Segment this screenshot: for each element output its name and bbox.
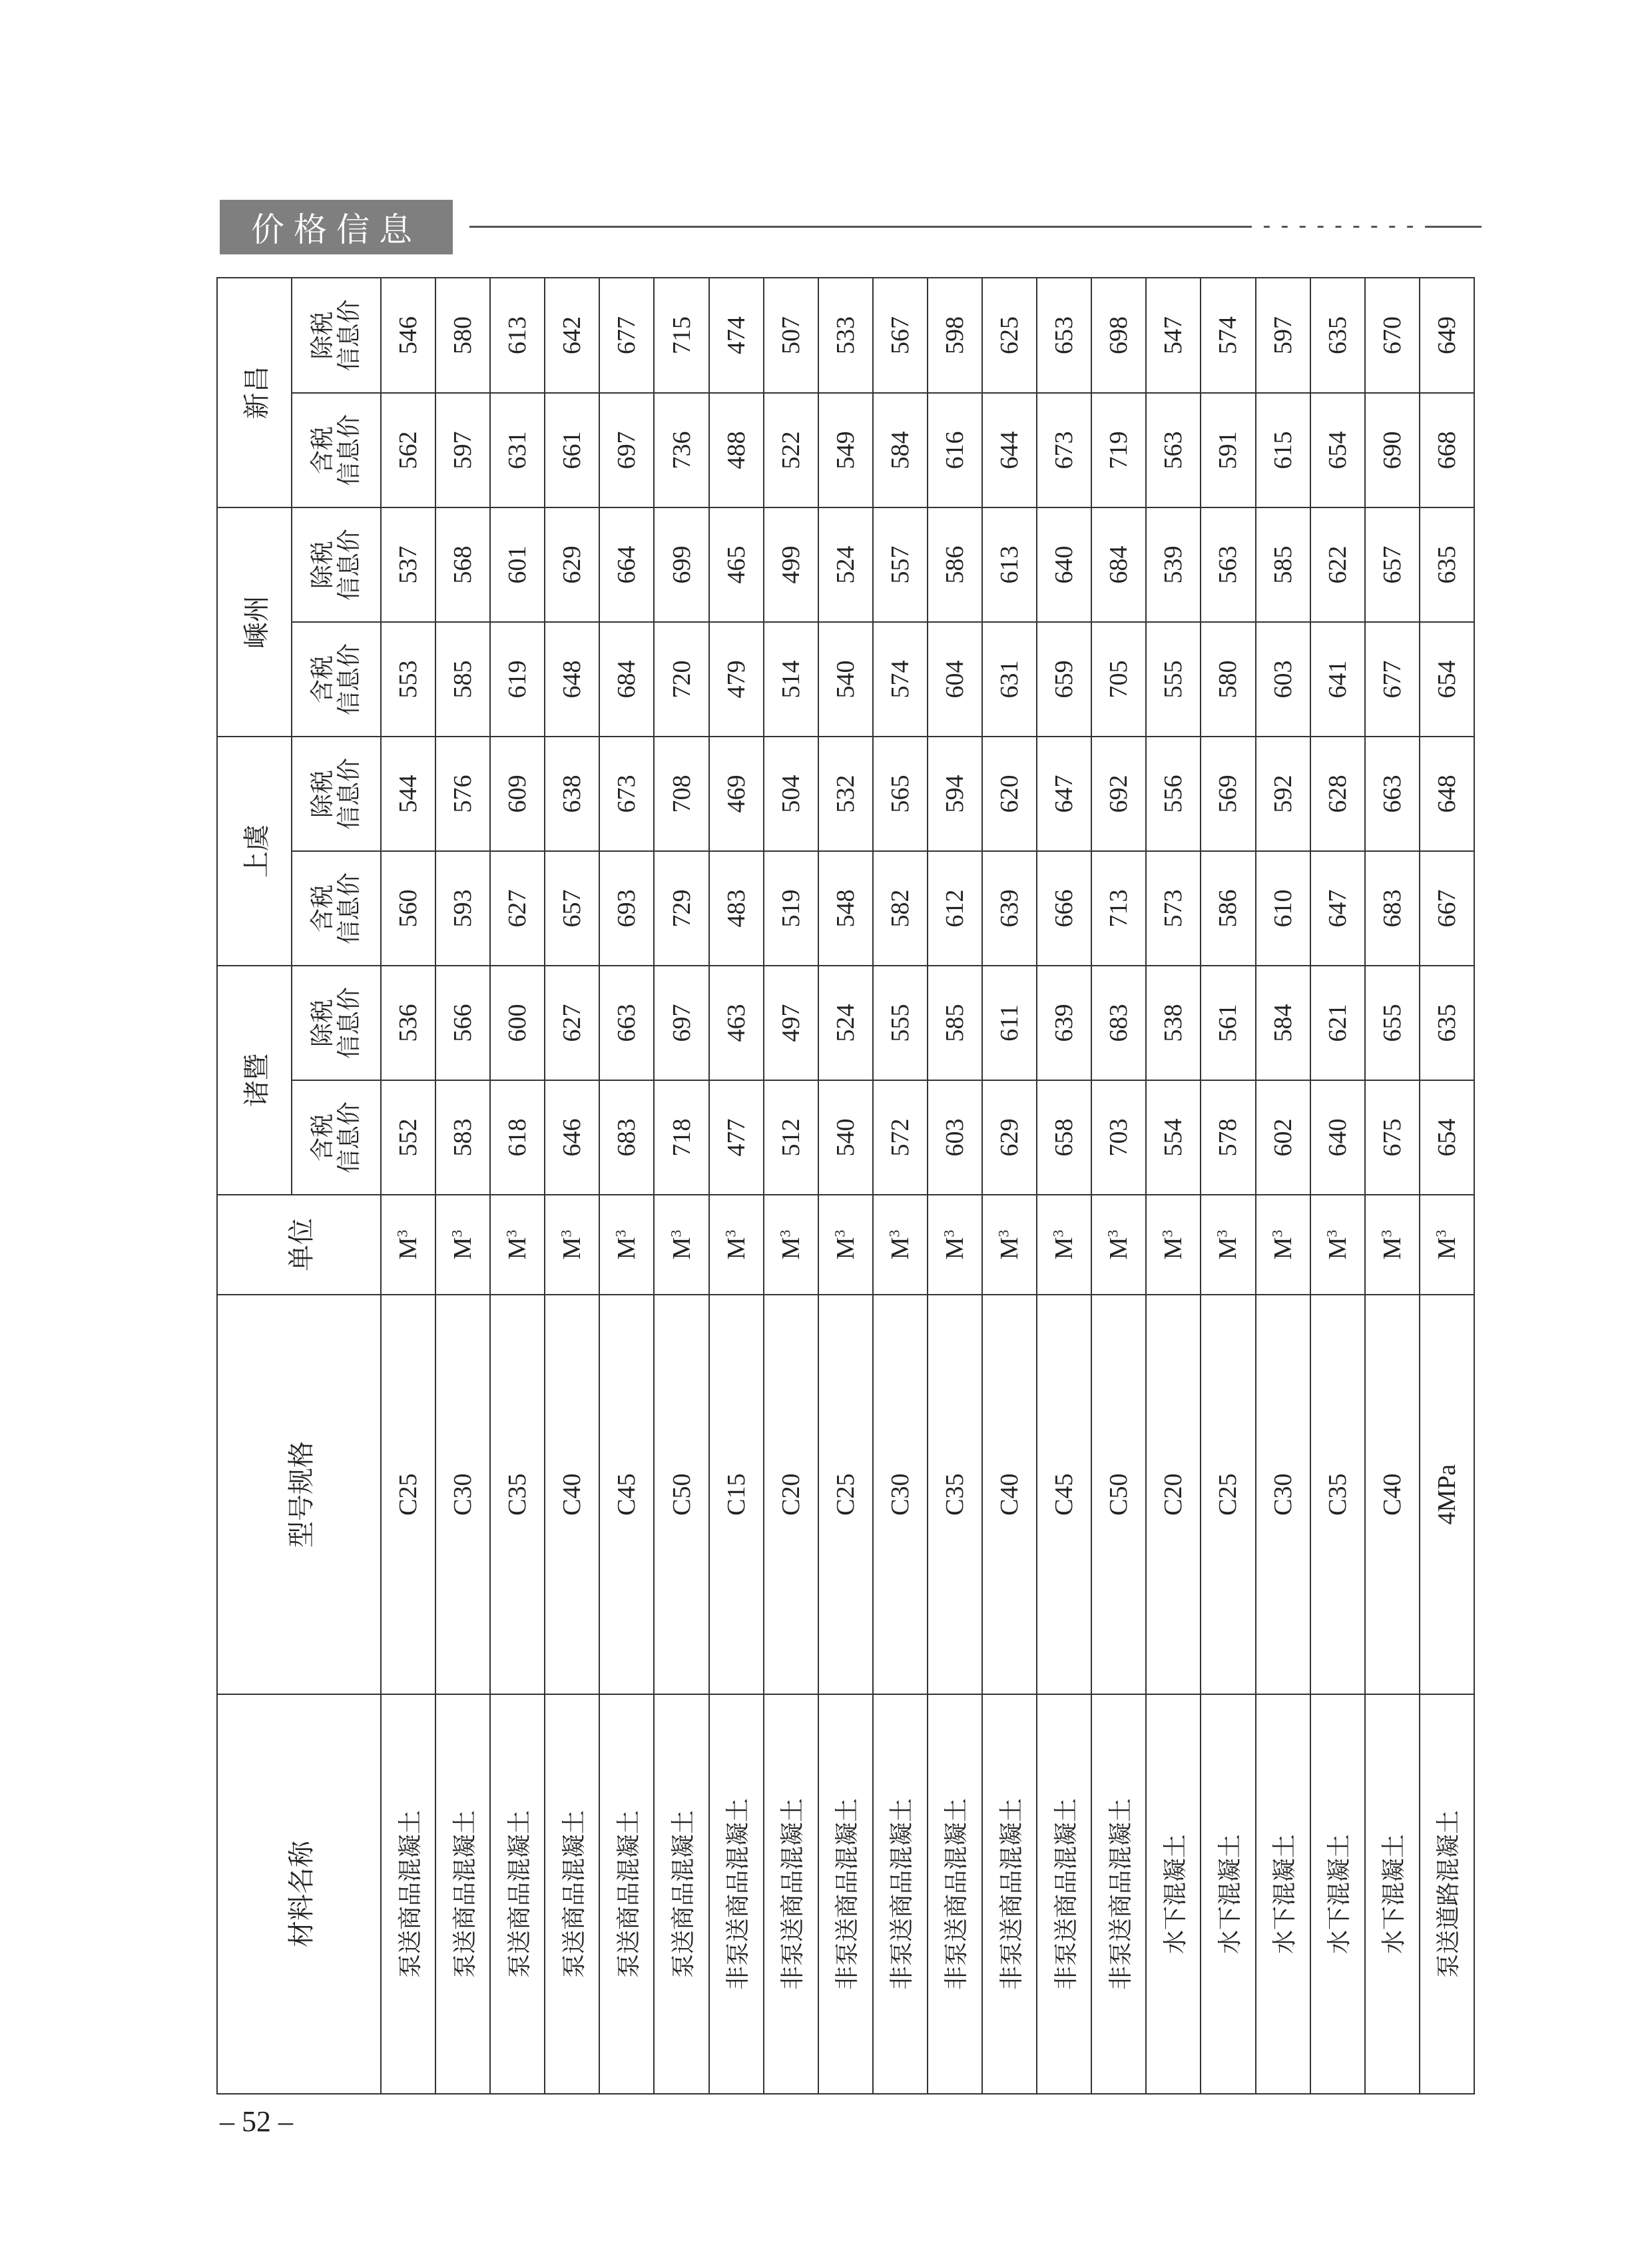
material-name: 泵送商品混凝土	[654, 1694, 708, 2094]
price-cell: 646	[545, 1080, 599, 1195]
price-cell: 654	[1420, 1080, 1474, 1195]
price-cell: 604	[928, 622, 982, 737]
price-cell: 555	[873, 966, 928, 1080]
price-cell: 664	[599, 507, 654, 622]
price-cell: 609	[490, 737, 545, 851]
price-cell: 544	[381, 737, 435, 851]
table-row	[709, 278, 764, 2094]
price-cell: 705	[1091, 622, 1146, 737]
price-cell: 578	[1201, 1080, 1255, 1195]
price-cell: 522	[764, 393, 818, 507]
material-name: 泵送商品混凝土	[599, 1694, 654, 2094]
price-cell: 677	[599, 278, 654, 393]
price-cell: 729	[654, 851, 708, 966]
price-cell: 594	[928, 737, 982, 851]
price-cell: 610	[1256, 851, 1310, 966]
price-cell: 668	[1420, 393, 1474, 507]
price-cell: 536	[381, 966, 435, 1080]
spec-value: C25	[818, 1295, 873, 1694]
price-cell: 582	[873, 851, 928, 966]
price-cell: 548	[818, 851, 873, 966]
price-cell: 693	[599, 851, 654, 966]
price-cell: 574	[1201, 278, 1255, 393]
price-cell: 497	[764, 966, 818, 1080]
price-cell: 675	[1365, 1080, 1420, 1195]
spec-value: C25	[381, 1295, 435, 1694]
price-cell: 540	[818, 622, 873, 737]
price-cell: 591	[1201, 393, 1255, 507]
material-name: 水下混凝土	[1310, 1694, 1365, 2094]
price-cell: 504	[764, 737, 818, 851]
price-cell: 736	[654, 393, 708, 507]
price-cell: 584	[873, 393, 928, 507]
material-name: 泵送商品混凝土	[435, 1694, 490, 2094]
price-cell: 585	[435, 622, 490, 737]
price-cell: 619	[490, 622, 545, 737]
price-cell: 684	[599, 622, 654, 737]
price-cell: 562	[381, 393, 435, 507]
price-cell: 547	[1146, 278, 1201, 393]
price-cell: 657	[545, 851, 599, 966]
price-cell: 568	[435, 507, 490, 622]
price-cell: 583	[435, 1080, 490, 1195]
material-name: 非泵送商品混凝土	[982, 1694, 1037, 2094]
price-cell: 613	[982, 507, 1037, 622]
price-cell: 647	[1037, 737, 1091, 851]
col-header-spec: 型号规格	[217, 1295, 381, 1694]
sub-header-with-tax: 含税 信息价	[292, 1080, 381, 1195]
table-row	[599, 278, 654, 2094]
col-header-name: 材料名称	[217, 1694, 381, 2094]
price-cell: 654	[1310, 393, 1365, 507]
unit-value: $M^3$	[928, 1195, 982, 1295]
material-name: 水下混凝土	[1146, 1694, 1201, 2094]
price-cell: 554	[1146, 1080, 1201, 1195]
price-cell: 670	[1365, 278, 1420, 393]
unit-value: $M^3$	[1201, 1195, 1255, 1295]
price-cell: 635	[1310, 278, 1365, 393]
price-cell: 569	[1201, 737, 1255, 851]
price-cell: 673	[599, 737, 654, 851]
price-cell: 586	[928, 507, 982, 622]
unit-value: $M^3$	[1146, 1195, 1201, 1295]
price-cell: 683	[1365, 851, 1420, 966]
price-cell: 625	[982, 278, 1037, 393]
price-cell: 593	[435, 851, 490, 966]
price-cell: 563	[1201, 507, 1255, 622]
material-name: 水下混凝土	[1256, 1694, 1310, 2094]
price-cell: 639	[1037, 966, 1091, 1080]
spec-value: C35	[1310, 1295, 1365, 1694]
price-cell: 552	[381, 1080, 435, 1195]
price-cell: 586	[1201, 851, 1255, 966]
price-cell: 597	[435, 393, 490, 507]
page-number: – 52 –	[220, 2105, 293, 2138]
price-cell: 537	[381, 507, 435, 622]
unit-value: $M^3$	[1037, 1195, 1091, 1295]
price-cell: 533	[818, 278, 873, 393]
price-cell: 708	[654, 737, 708, 851]
price-cell: 667	[1420, 851, 1474, 966]
price-cell: 479	[709, 622, 764, 737]
price-cell: 592	[1256, 737, 1310, 851]
price-cell: 519	[764, 851, 818, 966]
material-name: 非泵送商品混凝土	[1091, 1694, 1146, 2094]
price-cell: 474	[709, 278, 764, 393]
price-cell: 629	[982, 1080, 1037, 1195]
price-table-rotated	[216, 278, 1475, 2095]
price-cell: 597	[1256, 278, 1310, 393]
price-cell: 602	[1256, 1080, 1310, 1195]
price-cell: 613	[490, 278, 545, 393]
unit-value: $M^3$	[1420, 1195, 1474, 1295]
price-cell: 654	[1420, 622, 1474, 737]
price-cell: 663	[599, 966, 654, 1080]
spec-value: C35	[928, 1295, 982, 1694]
price-cell: 514	[764, 622, 818, 737]
price-cell: 719	[1091, 393, 1146, 507]
unit-value: $M^3$	[599, 1195, 654, 1295]
unit-value: $M^3$	[873, 1195, 928, 1295]
price-cell: 715	[654, 278, 708, 393]
spec-value: C45	[1037, 1295, 1091, 1694]
price-cell: 546	[381, 278, 435, 393]
spec-value: C35	[490, 1295, 545, 1694]
material-name: 非泵送商品混凝土	[764, 1694, 818, 2094]
price-cell: 648	[545, 622, 599, 737]
price-cell: 627	[490, 851, 545, 966]
price-cell: 661	[545, 393, 599, 507]
unit-value: $M^3$	[818, 1195, 873, 1295]
price-cell: 603	[1256, 622, 1310, 737]
price-cell: 561	[1201, 966, 1255, 1080]
price-cell: 648	[1420, 737, 1474, 851]
price-cell: 477	[709, 1080, 764, 1195]
price-cell: 647	[1310, 851, 1365, 966]
material-name: 非泵送商品混凝土	[818, 1694, 873, 2094]
price-cell: 640	[1310, 1080, 1365, 1195]
table-row	[1146, 278, 1201, 2094]
price-cell: 697	[654, 966, 708, 1080]
price-cell: 576	[435, 737, 490, 851]
price-cell: 657	[1365, 507, 1420, 622]
sub-header-without-tax: 除税 信息价	[292, 278, 381, 393]
region-header: 诸暨	[217, 966, 292, 1195]
spec-value: C25	[1201, 1295, 1255, 1694]
price-cell: 684	[1091, 507, 1146, 622]
table-row	[381, 278, 435, 2094]
price-cell: 621	[1310, 966, 1365, 1080]
material-name: 非泵送商品混凝土	[928, 1694, 982, 2094]
sub-header-with-tax: 含税 信息价	[292, 393, 381, 507]
price-cell: 539	[1146, 507, 1201, 622]
price-cell: 644	[982, 393, 1037, 507]
table-row	[928, 278, 982, 2094]
price-cell: 572	[873, 1080, 928, 1195]
spec-value: C45	[599, 1295, 654, 1694]
price-cell: 635	[1420, 507, 1474, 622]
spec-value: C20	[764, 1295, 818, 1694]
unit-value: $M^3$	[1310, 1195, 1365, 1295]
price-cell: 555	[1146, 622, 1201, 737]
unit-value: $M^3$	[1091, 1195, 1146, 1295]
price-cell: 631	[490, 393, 545, 507]
price-cell: 585	[928, 966, 982, 1080]
price-cell: 658	[1037, 1080, 1091, 1195]
price-cell: 618	[490, 1080, 545, 1195]
price-cell: 718	[654, 1080, 708, 1195]
spec-value: C30	[1256, 1295, 1310, 1694]
price-cell: 524	[818, 966, 873, 1080]
price-cell: 713	[1091, 851, 1146, 966]
price-cell: 640	[1037, 507, 1091, 622]
price-cell: 639	[982, 851, 1037, 966]
material-name: 泵送道路混凝土	[1420, 1694, 1474, 2094]
price-cell: 573	[1146, 851, 1201, 966]
unit-value: $M^3$	[435, 1195, 490, 1295]
price-cell: 580	[1201, 622, 1255, 737]
spec-value: C50	[654, 1295, 708, 1694]
price-cell: 642	[545, 278, 599, 393]
spec-value: C40	[1365, 1295, 1420, 1694]
price-cell: 628	[1310, 737, 1365, 851]
table-row	[1310, 278, 1365, 2094]
price-cell: 641	[1310, 622, 1365, 737]
spec-value: C15	[709, 1295, 764, 1694]
price-cell: 601	[490, 507, 545, 622]
sub-header-without-tax: 除税 信息价	[292, 737, 381, 851]
table-row	[545, 278, 599, 2094]
table-row	[1420, 278, 1474, 2094]
price-cell: 697	[599, 393, 654, 507]
unit-value: $M^3$	[1256, 1195, 1310, 1295]
price-cell: 620	[982, 737, 1037, 851]
material-name: 水下混凝土	[1201, 1694, 1255, 2094]
price-cell: 683	[1091, 966, 1146, 1080]
material-name: 泵送商品混凝土	[381, 1694, 435, 2094]
col-header-unit: 单位	[217, 1195, 381, 1295]
material-name: 泵送商品混凝土	[490, 1694, 545, 2094]
price-cell: 663	[1365, 737, 1420, 851]
price-cell: 469	[709, 737, 764, 851]
price-cell: 683	[599, 1080, 654, 1195]
price-cell: 627	[545, 966, 599, 1080]
price-cell: 598	[928, 278, 982, 393]
table-row	[1037, 278, 1091, 2094]
sub-header-with-tax: 含税 信息价	[292, 622, 381, 737]
price-cell: 566	[435, 966, 490, 1080]
price-cell: 556	[1146, 737, 1201, 851]
price-cell: 612	[928, 851, 982, 966]
spec-value: C30	[435, 1295, 490, 1694]
price-cell: 699	[654, 507, 708, 622]
price-cell: 649	[1420, 278, 1474, 393]
table-row	[1365, 278, 1420, 2094]
price-table	[216, 277, 1475, 2095]
spec-value: C30	[873, 1295, 928, 1694]
price-cell: 653	[1037, 278, 1091, 393]
table-row	[1256, 278, 1310, 2094]
spec-value: C20	[1146, 1295, 1201, 1694]
price-cell: 549	[818, 393, 873, 507]
material-name: 非泵送商品混凝土	[709, 1694, 764, 2094]
price-cell: 584	[1256, 966, 1310, 1080]
price-cell: 580	[435, 278, 490, 393]
price-cell: 560	[381, 851, 435, 966]
region-header: 嵊州	[217, 507, 292, 737]
price-cell: 611	[982, 966, 1037, 1080]
price-cell: 512	[764, 1080, 818, 1195]
price-cell: 666	[1037, 851, 1091, 966]
price-cell: 600	[490, 966, 545, 1080]
unit-value: $M^3$	[490, 1195, 545, 1295]
price-cell: 563	[1146, 393, 1201, 507]
unit-value: $M^3$	[545, 1195, 599, 1295]
price-cell: 635	[1420, 966, 1474, 1080]
material-name: 水下混凝土	[1365, 1694, 1420, 2094]
price-cell: 540	[818, 1080, 873, 1195]
price-cell: 698	[1091, 278, 1146, 393]
unit-value: $M^3$	[1365, 1195, 1420, 1295]
price-cell: 673	[1037, 393, 1091, 507]
table-row	[982, 278, 1037, 2094]
price-cell: 483	[709, 851, 764, 966]
table-row	[764, 278, 818, 2094]
price-cell: 655	[1365, 966, 1420, 1080]
spec-value: C40	[545, 1295, 599, 1694]
price-cell: 567	[873, 278, 928, 393]
price-cell: 720	[654, 622, 708, 737]
price-cell: 677	[1365, 622, 1420, 737]
table-row	[873, 278, 928, 2094]
table-row	[490, 278, 545, 2094]
price-cell: 557	[873, 507, 928, 622]
unit-value: $M^3$	[709, 1195, 764, 1295]
price-cell: 532	[818, 737, 873, 851]
price-cell: 499	[764, 507, 818, 622]
spec-value: C50	[1091, 1295, 1146, 1694]
region-header: 上虞	[217, 737, 292, 966]
section-title: 价格信息	[220, 200, 453, 254]
spec-value: C40	[982, 1295, 1037, 1694]
price-cell: 659	[1037, 622, 1091, 737]
material-name: 非泵送商品混凝土	[873, 1694, 928, 2094]
price-cell: 603	[928, 1080, 982, 1195]
price-cell: 524	[818, 507, 873, 622]
price-cell: 615	[1256, 393, 1310, 507]
spec-value: 4MPa	[1420, 1295, 1474, 1694]
price-cell: 631	[982, 622, 1037, 737]
price-cell: 616	[928, 393, 982, 507]
table-row	[818, 278, 873, 2094]
unit-value: $M^3$	[764, 1195, 818, 1295]
price-cell: 622	[1310, 507, 1365, 622]
price-cell: 585	[1256, 507, 1310, 622]
price-cell: 629	[545, 507, 599, 622]
region-header: 新昌	[217, 278, 292, 507]
price-cell: 565	[873, 737, 928, 851]
price-cell: 703	[1091, 1080, 1146, 1195]
price-cell: 488	[709, 393, 764, 507]
header-rule-gap	[1252, 224, 1425, 230]
price-cell: 574	[873, 622, 928, 737]
price-cell: 638	[545, 737, 599, 851]
material-name: 非泵送商品混凝土	[1037, 1694, 1091, 2094]
price-cell: 463	[709, 966, 764, 1080]
table-row	[1091, 278, 1146, 2094]
table-row	[654, 278, 708, 2094]
price-cell: 692	[1091, 737, 1146, 851]
table-row	[435, 278, 490, 2094]
sub-header-without-tax: 除税 信息价	[292, 507, 381, 622]
price-cell: 553	[381, 622, 435, 737]
table-row	[1201, 278, 1255, 2094]
material-name: 泵送商品混凝土	[545, 1694, 599, 2094]
sub-header-without-tax: 除税 信息价	[292, 966, 381, 1080]
price-cell: 507	[764, 278, 818, 393]
unit-value: $M^3$	[982, 1195, 1037, 1295]
price-cell: 690	[1365, 393, 1420, 507]
price-cell: 538	[1146, 966, 1201, 1080]
unit-value: $M^3$	[381, 1195, 435, 1295]
price-cell: 465	[709, 507, 764, 622]
sub-header-with-tax: 含税 信息价	[292, 851, 381, 966]
unit-value: $M^3$	[654, 1195, 708, 1295]
